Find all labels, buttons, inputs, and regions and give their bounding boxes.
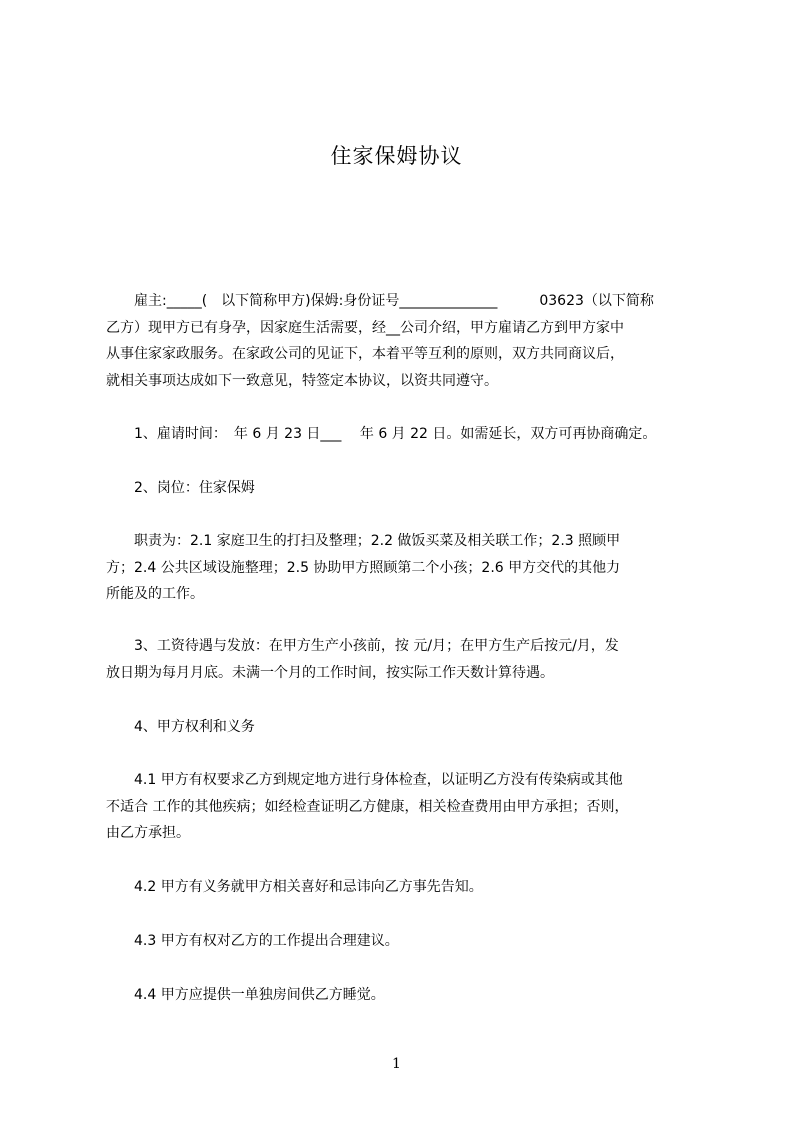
duties-line: 方；2.4 公共区域设施整理；2.5 协助甲方照顾第二个小孩；2.6 甲方交代的其他力 — [106, 559, 621, 576]
clause-4-4-text: 4.4 甲方应提供一单独房间供乙方睡觉。 — [106, 987, 385, 1003]
preamble-line: 从事住家家政服务。在家政公司的见证下，本着平等互利的原则，双方共同商议后， — [106, 346, 624, 362]
clause-4-1-line: 由乙方承担。 — [106, 825, 190, 841]
section-2-position — [106, 475, 698, 502]
clause-4-3 — [106, 928, 698, 955]
document-title: 住家保姆协议 — [330, 144, 463, 168]
clause-4-1 — [106, 767, 698, 847]
clause-4-2-text: 4.2 甲方有义务就甲方相关喜好和忌讳向乙方事先告知。 — [106, 879, 483, 895]
preamble-paragraph — [106, 288, 698, 394]
section-4-text: 4、甲方权利和义务 — [106, 719, 255, 735]
section-2-text: 2、岗位：住家保姆 — [106, 480, 255, 496]
duties-line: 所能及的工作。 — [106, 586, 204, 602]
clause-4-1-line: 4.1 甲方有权要求乙方到规定地方进行身体检查，以证明乙方没有传染病或其他 — [106, 772, 623, 788]
section-4-heading — [106, 714, 698, 741]
clause-4-3-text: 4.3 甲方有权对乙方的工作提出合理建议。 — [106, 933, 399, 949]
preamble-line: 雇主:_____( 以下简称甲方)保姆:身份证号______________ 03623（以下简称 — [106, 293, 654, 309]
section-3-line: 放日期为每月月底。未满一个月的工作时间，按实际工作天数计算待遇。 — [106, 664, 554, 681]
preamble-line: 就相关事项达成如下一致意见，特签定本协议，以资共同遵守。 — [106, 372, 498, 389]
clause-4-1-line: 不适合 工作的其他疾病；如经检查证明乙方健康，相关检查费用由甲方承担；否则， — [106, 798, 629, 815]
clause-4-4 — [106, 982, 698, 1009]
section-1-text: 1、雇请时间： 年 6 月 23 日___ 年 6 月 22 日。如需延长，双方可再协商确定。 — [106, 426, 657, 442]
section-1-employment-period — [106, 421, 698, 448]
preamble-line: 乙方）现甲方已有身孕，因家庭生活需要，经__公司介绍，甲方雇请乙方到甲方家中 — [106, 319, 624, 336]
duties-line: 职责为：2.1 家庭卫生的打扫及整理；2.2 做饭买菜及相关联工作；2.3 照顾甲 — [106, 533, 621, 549]
section-3-line: 3、工资待遇与发放：在甲方生产小孩前，按 元/月；在甲方生产后按元/月，发 — [106, 638, 619, 654]
duties-paragraph — [106, 528, 698, 608]
section-3-wages — [106, 633, 698, 686]
page-number: 1 — [392, 1056, 401, 1072]
clause-4-2 — [106, 874, 698, 901]
